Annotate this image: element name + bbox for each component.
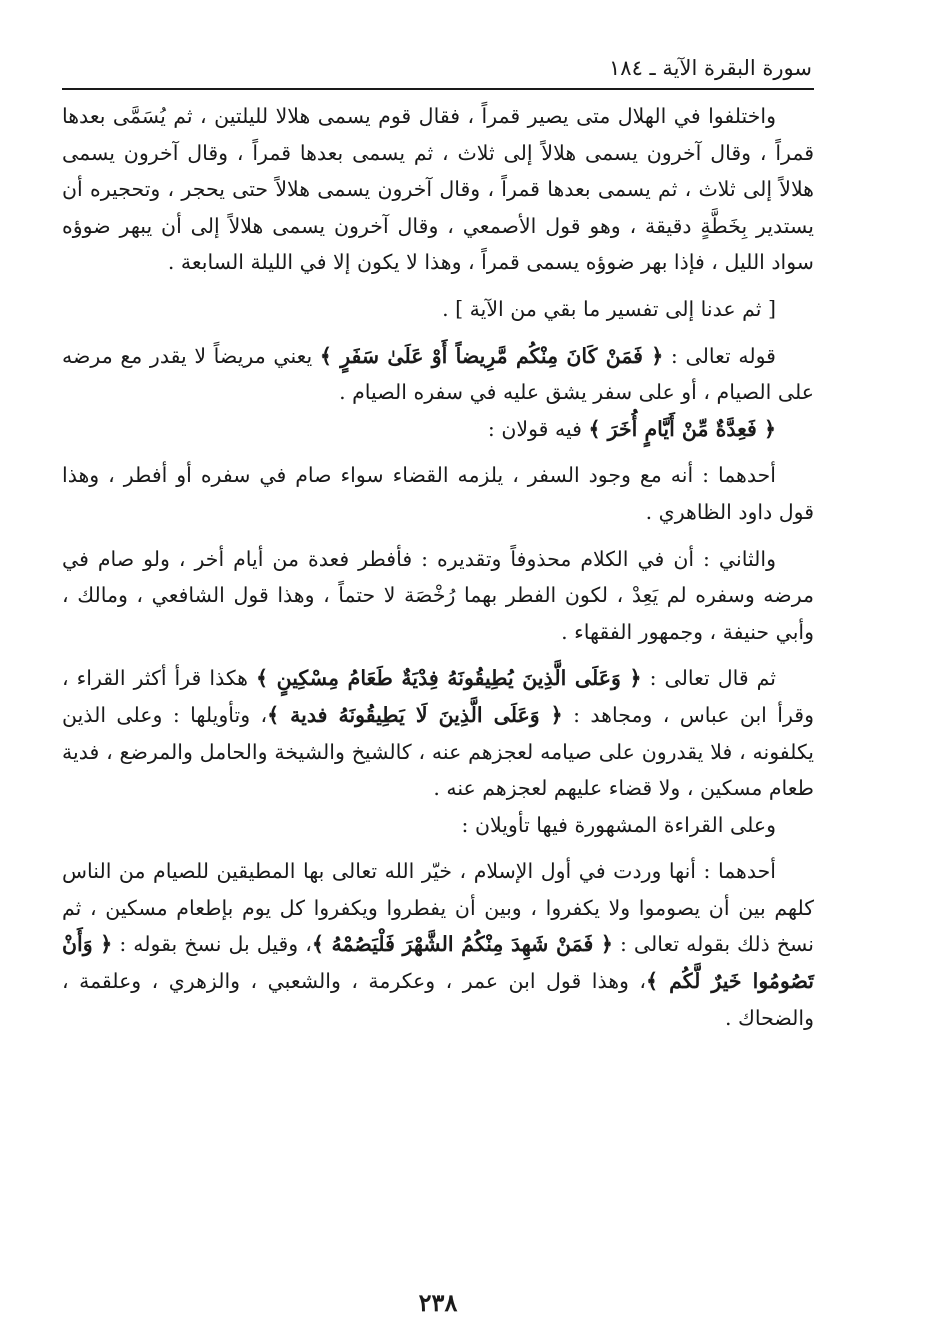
paragraph-other-days: [62, 411, 814, 448]
paragraph-text: هكذا قرأ أكثر القراء ، وقرأ ابن عباس ، ومجاهد :: [62, 666, 814, 727]
quran-verse: ﴿ فَمَنْ كَانَ مِنْكُم مَّرِيضاً أَوْ عَلَىٰ سَفَرٍ ﴾: [319, 343, 664, 368]
book-page: [62, 50, 814, 1317]
page-body: [62, 98, 814, 1036]
paragraph-two-interpretations: وعلى القراءة المشهورة فيها تأويلان :: [461, 812, 776, 837]
paragraph-text: ، وهذا قول ابن عمر ، وعكرمة ، والشعبي ، والزهري ، وعلقمة ، والضحاك .: [62, 969, 814, 1030]
paragraph-text: فيه قولان :: [487, 416, 589, 441]
quran-verse: ﴿ وَعَلَى الَّذِينَ يُطِيقُونَهُ فِدْيَةٌ طَعَامُ مِسْكِينٍ ﴾: [255, 666, 642, 691]
paragraph-text: أحدهما : أنها وردت في أول الإسلام ، خيّر الله تعالى بها المطيقين للصيام من الناس كلهم بين أن يصوموا ولا يكفروا ، وبين أن يفطروا ويكفروا كل يوم بإطعام مسكين ، ثم نسخ ذلك بقوله تعالى :: [62, 859, 814, 957]
paragraph-crescent-naming: واختلفوا في الهلال متى يصير قمراً ، فقال قوم يسمى هلالا لليلتين ، ثم يُسَمَّى بعدها قمراً ، وقال آخرون يسمى هلالاً إلى ثلاث ، ثم يسمى بعدها قمراً ، وقال آخرون يسمى هلالاً إلى ثلاث ، ثم يسمى بعدها قمراً ، وقال آخرون يسمى هلالاً حتى يحجر ، وتحجيره أن يستدير بِخَطَّةٍ دقيقة ، وهو قول الأصمعي ، وقال آخرون يسمى هلالاً إلى أن يبهر ضوؤه سواد الليل ، فإذا بهر ضوؤه يسمى قمراً ، وهذا لا يكون إلا في الليلة السابعة .: [62, 104, 814, 275]
paragraph-text: يعني مريضاً لا يقدر مع مرضه على الصيام ، أو على سفر يشق عليه في سفره الصيام .: [62, 343, 814, 405]
paragraph-return-to-tafsir: [ ثم عدنا إلى تفسير ما بقي من الآية ] .: [442, 296, 776, 321]
paragraph-fidya-readings: [62, 660, 814, 806]
quran-verse: ﴿ وَعَلَى الَّذِينَ لَا يَطِيقُونَهُ فدية ﴾: [267, 702, 563, 727]
paragraph-second-opinion: والثاني : أن في الكلام محذوفاً وتقديره : فأفطر فعدة من أيام أخر ، ولو صام في مرضه وسفره لم يَعِدْ ، لكون الفطر بهما رُخْصَة لا حتماً ، وهذا قول الشافعي ، ومالك ، وأبي حنيفة ، وجمهور الفقهاء .: [62, 546, 814, 644]
quran-verse: ﴿ فَعِدَّةٌ مِّنْ أَيَّامٍ أُخَرَ ﴾: [588, 416, 776, 441]
paragraph-text: قوله تعالى :: [663, 343, 776, 368]
paragraph-text: ، وقيل بل نسخ بقوله :: [112, 932, 312, 957]
page-number: ٢٣٨: [418, 1288, 458, 1317]
quran-verse: ﴿ وَأَنْ تَصُومُوا خَيرٌ لَّكُم ﴾: [62, 932, 814, 994]
running-title: سورة البقرة الآية ـ ١٨٤: [609, 56, 812, 80]
header-rule: [62, 88, 814, 90]
quran-verse: ﴿ فَمَنْ شَهِدَ مِنْكُمُ الشَّهْرَ فَلْيَصُمْهُ ﴾: [311, 932, 613, 957]
paragraph-sick-or-travelling: [62, 338, 814, 411]
paragraph-text: ، وتأويلها : وعلى الذين يكلفونه ، فلا يقدرون على صيامه لعجزهم عنه ، كالشيخ والشيخة والحامل والمرضع ، فدية طعام مسكين ، ولا قضاء عليهم لعجزهم عنه .: [62, 702, 814, 801]
paragraph-first-opinion: أحدهما : أنه مع وجود السفر ، يلزمه القضاء سواء صام في سفره أو أفطر ، وهذا قول داود الظاهري .: [62, 463, 814, 524]
paragraph-abrogation: [62, 853, 814, 1036]
paragraph-text: ثم قال تعالى :: [641, 666, 776, 691]
